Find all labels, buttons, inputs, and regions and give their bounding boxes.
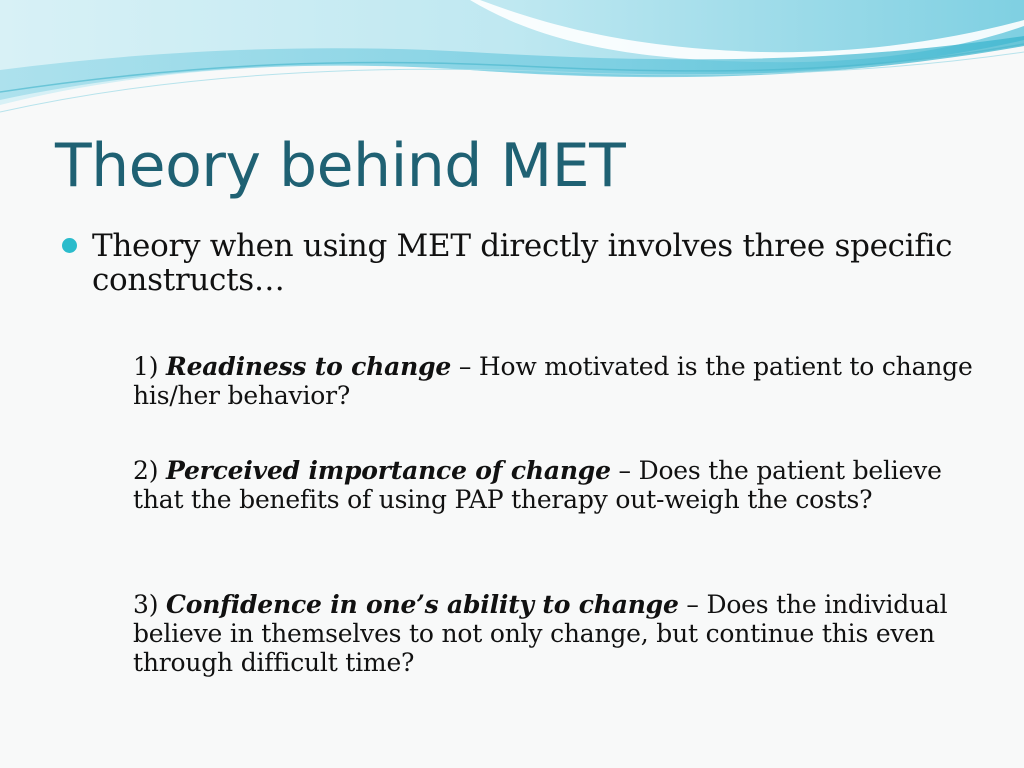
construct-item <box>133 456 993 514</box>
main-bullet-text: Theory when using MET directly involves three specific constructs… <box>92 228 953 298</box>
construct-description: – Does the individual believe in themselves to not only change, but continue this even through difficult time? <box>133 590 948 677</box>
slide-title: Theory behind MET <box>55 131 626 201</box>
construct-item <box>133 590 993 677</box>
construct-description: – How motivated is the patient to change his/her behavior? <box>133 352 973 410</box>
construct-number: 1) <box>133 352 159 381</box>
construct-term: Readiness to change <box>166 352 452 381</box>
construct-number: 2) <box>133 456 159 485</box>
construct-term: Perceived importance of change <box>166 456 611 485</box>
bullet-dot-icon <box>62 238 77 253</box>
construct-number: 3) <box>133 590 159 619</box>
construct-description: – Does the patient believe that the benefits of using PAP therapy out-weigh the costs? <box>133 456 942 514</box>
header-wave-decoration <box>0 0 1024 120</box>
construct-term: Confidence in one’s ability to change <box>166 590 679 619</box>
construct-item <box>133 352 993 410</box>
